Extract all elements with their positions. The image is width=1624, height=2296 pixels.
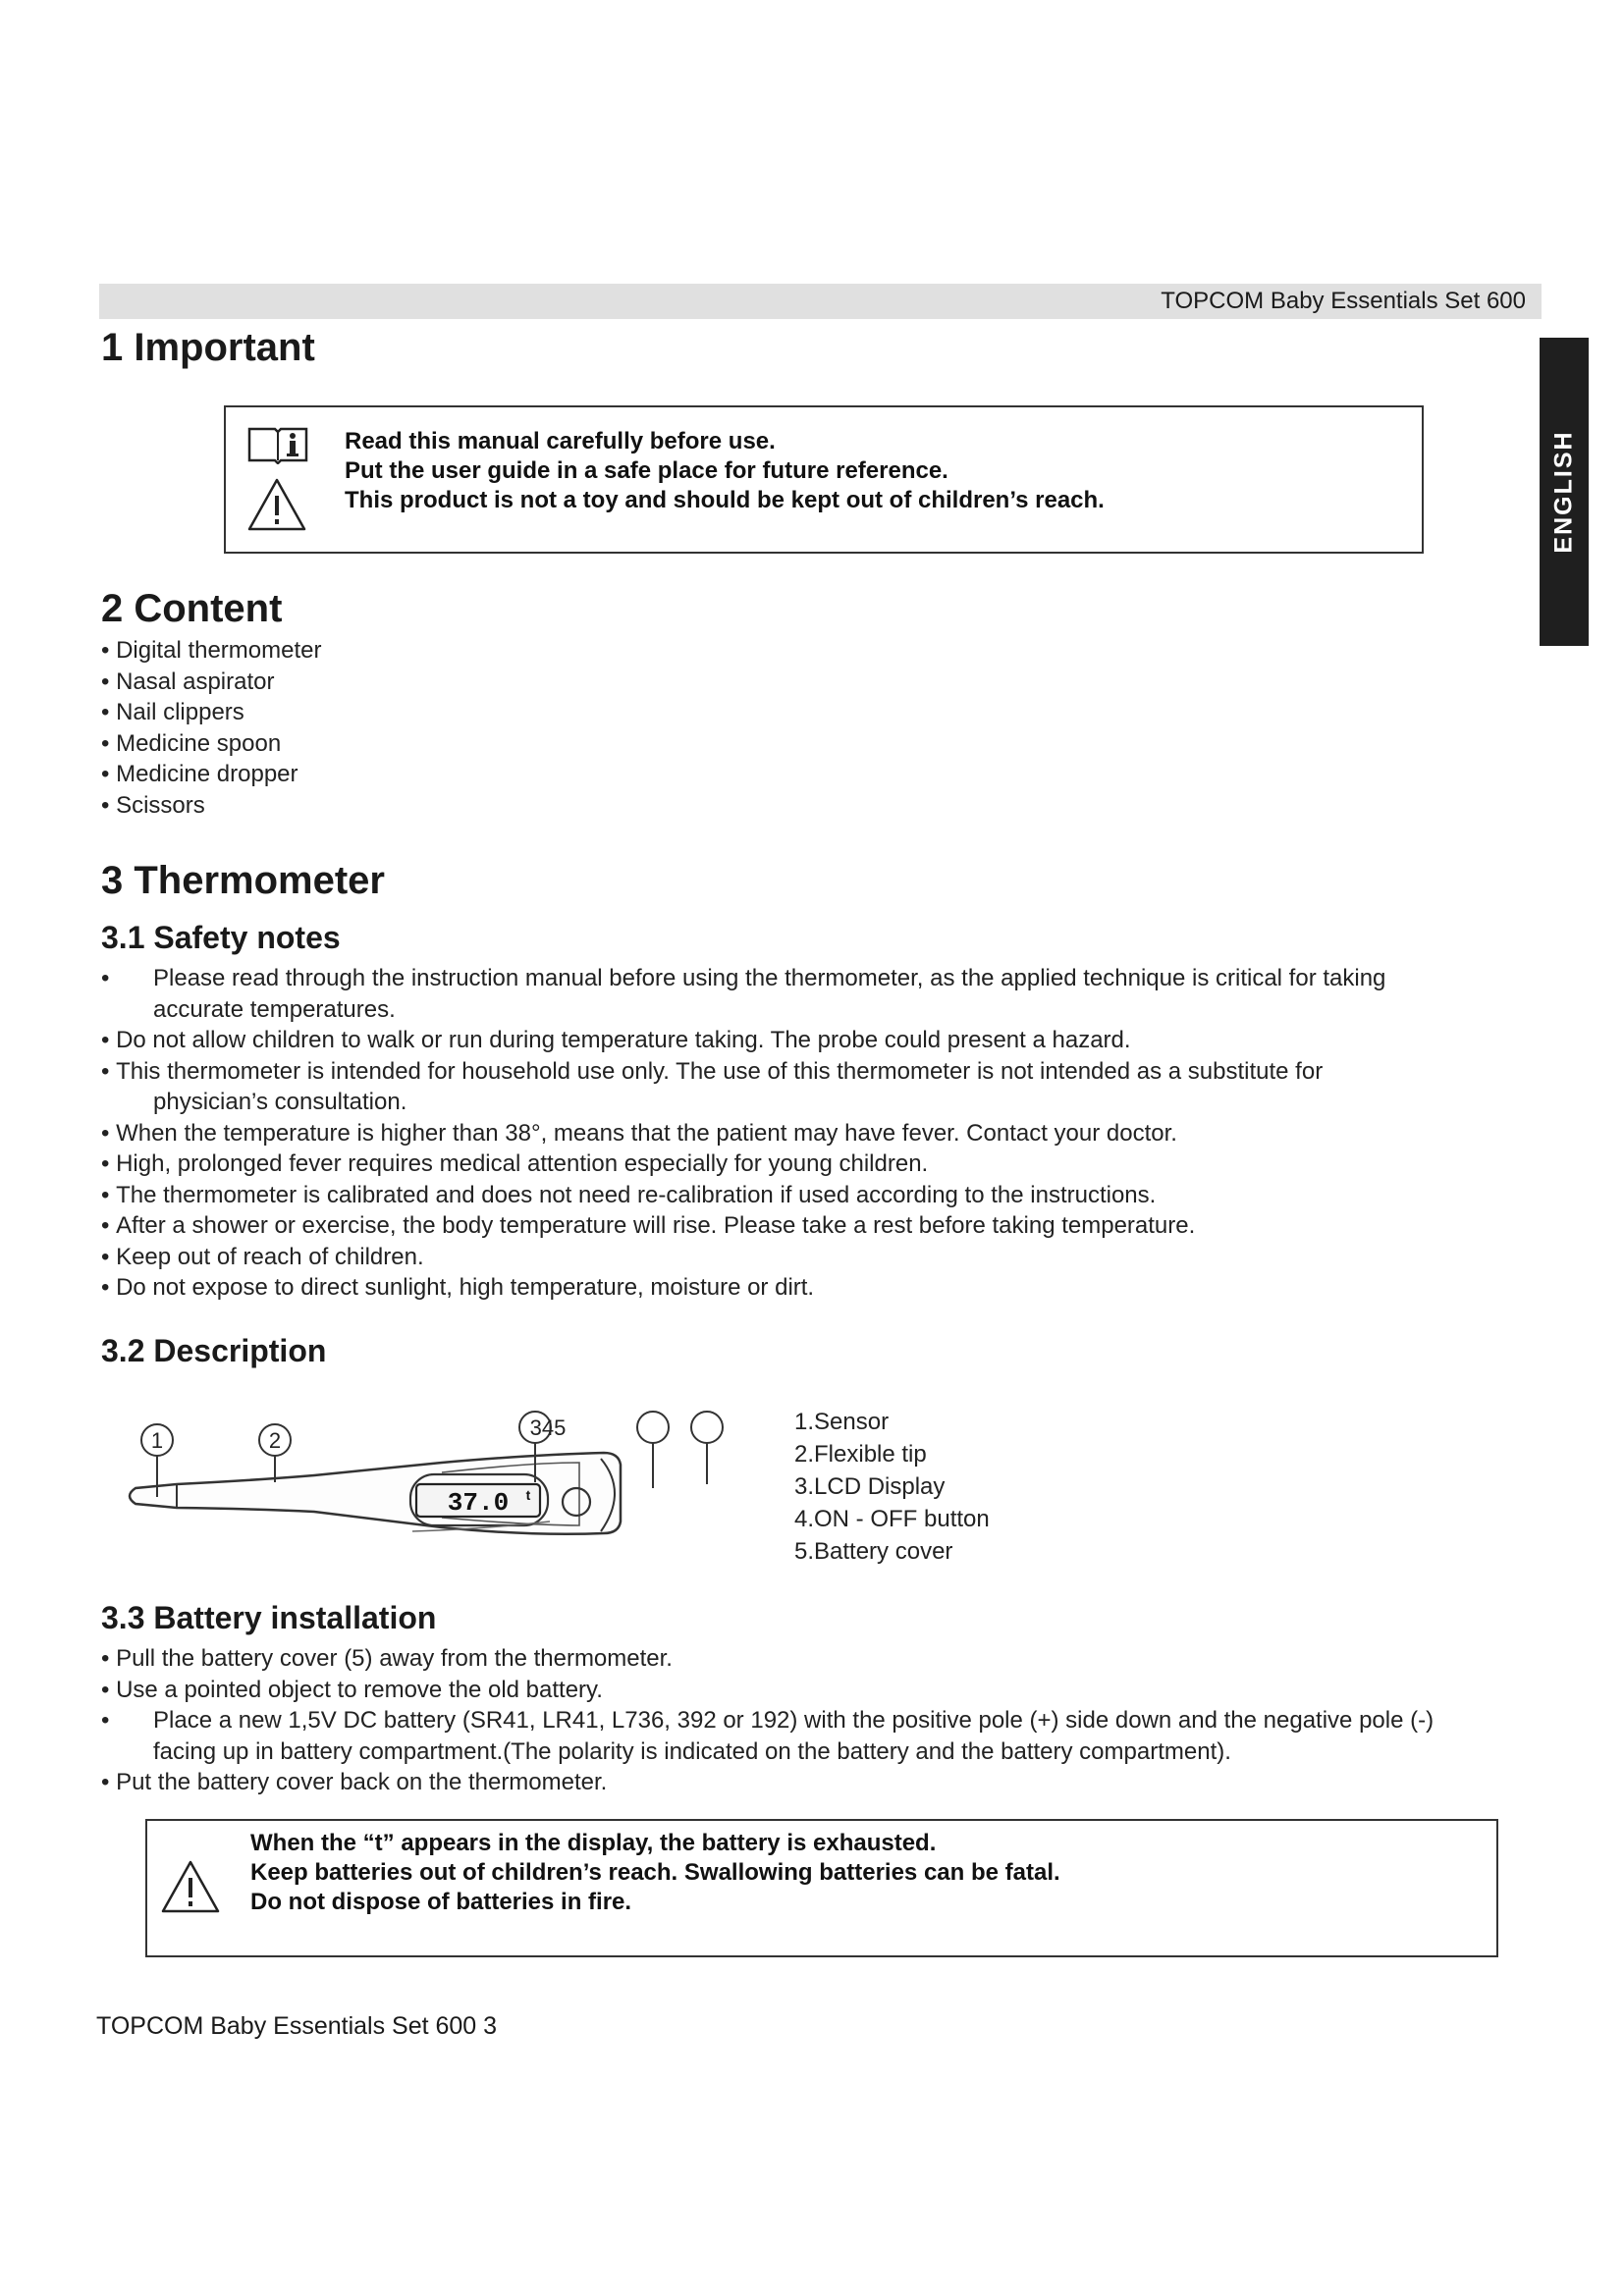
battery-notice-line-2: Keep batteries out of children’s reach. Swallowing batteries can be fatal. (250, 1859, 1060, 1886)
callout-circle-5 (691, 1412, 723, 1443)
list-item: • Use a pointed object to remove the old battery. (101, 1675, 1544, 1706)
warning-triangle-icon (159, 1858, 222, 1915)
list-item: • This thermometer is intended for household use only. The use of this thermometer is not intended as a substitute for physician’s consultation. (101, 1056, 1544, 1118)
callout-label-345: 345 (529, 1415, 567, 1440)
safety-notes-list (101, 963, 1544, 1304)
list-item: • Do not allow children to walk or run during temperature taking. The probe could present a hazard. (101, 1025, 1544, 1056)
subsection-title-description: 3.2 Description (101, 1333, 327, 1368)
page-footer: TOPCOM Baby Essentials Set 600 3 (96, 2012, 498, 2040)
list-item: 1.Sensor (794, 1409, 890, 1435)
important-notice-line-2: Put the user guide in a safe place for future reference. (345, 457, 948, 484)
content-list (101, 635, 321, 821)
list-item: • Pull the battery cover (5) away from the thermometer. (101, 1643, 1544, 1675)
language-tab-label: ENGLISH (1549, 430, 1578, 554)
list-item: 4.ON - OFF button (794, 1506, 990, 1532)
lcd-battery-indicator: t (525, 1487, 531, 1503)
section-title-important: 1 Important (101, 326, 315, 369)
battery-notice-box (145, 1819, 1498, 1957)
list-item: • Place a new 1,5V DC battery (SR41, LR41, L736, 392 or 192) with the positive pole (+) side down and the negative pole (-) facing up in battery compartment.(The polarity is indicated on the battery and the battery compartment). (101, 1705, 1544, 1767)
section-title-thermometer: 3 Thermometer (101, 859, 385, 902)
list-item: • Please read through the instruction manual before using the thermometer, as the applied technique is critical for taking accurate temperatures. (101, 963, 1544, 1025)
list-item: • Digital thermometer (101, 635, 321, 667)
subsection-title-safety: 3.1 Safety notes (101, 920, 341, 955)
header-bar (99, 284, 1542, 319)
parts-list (794, 1406, 990, 1568)
list-item: • Nail clippers (101, 697, 321, 728)
header-title: TOPCOM Baby Essentials Set 600 (1161, 288, 1526, 314)
list-item: • Put the battery cover back on the thermometer. (101, 1767, 1544, 1798)
important-notice-box (224, 405, 1424, 554)
callout-label-1: 1 (150, 1428, 164, 1453)
important-notice-line-3: This product is not a toy and should be kept out of children’s reach. (345, 487, 1105, 513)
battery-notice-line-1: When the “t” appears in the display, the battery is exhausted. (250, 1830, 937, 1856)
list-item: 2.Flexible tip (794, 1441, 927, 1468)
list-item: • Keep out of reach of children. (101, 1242, 1544, 1273)
lcd-display-reading: 37.0 (447, 1488, 510, 1518)
list-item: • After a shower or exercise, the body temperature will rise. Please take a rest before taking temperature. (101, 1210, 1544, 1242)
important-notice-line-1: Read this manual carefully before use. (345, 428, 776, 454)
callout-label-2: 2 (268, 1428, 282, 1453)
list-item: • Do not expose to direct sunlight, high temperature, moisture or dirt. (101, 1272, 1544, 1304)
list-item: • The thermometer is calibrated and does not need re-calibration if used according to the instructions. (101, 1180, 1544, 1211)
callout-circle-4 (637, 1412, 669, 1443)
warning-triangle-icon (245, 476, 308, 533)
manual-info-icon (245, 423, 310, 464)
list-item: • Medicine spoon (101, 728, 321, 760)
language-tab (1540, 338, 1589, 646)
battery-notice-line-3: Do not dispose of batteries in fire. (250, 1889, 632, 1915)
list-item: 3.LCD Display (794, 1473, 946, 1500)
thermometer-diagram (118, 1394, 746, 1566)
list-item: 5.Battery cover (794, 1538, 953, 1565)
list-item: • Scissors (101, 790, 321, 822)
battery-steps-list (101, 1643, 1544, 1798)
subsection-title-battery: 3.3 Battery installation (101, 1600, 437, 1635)
list-item: • Nasal aspirator (101, 667, 321, 698)
list-item: • Medicine dropper (101, 759, 321, 790)
list-item: • High, prolonged fever requires medical attention especially for young children. (101, 1148, 1544, 1180)
section-title-content: 2 Content (101, 587, 283, 630)
list-item: • When the temperature is higher than 38°, means that the patient may have fever. Contact your doctor. (101, 1118, 1544, 1149)
